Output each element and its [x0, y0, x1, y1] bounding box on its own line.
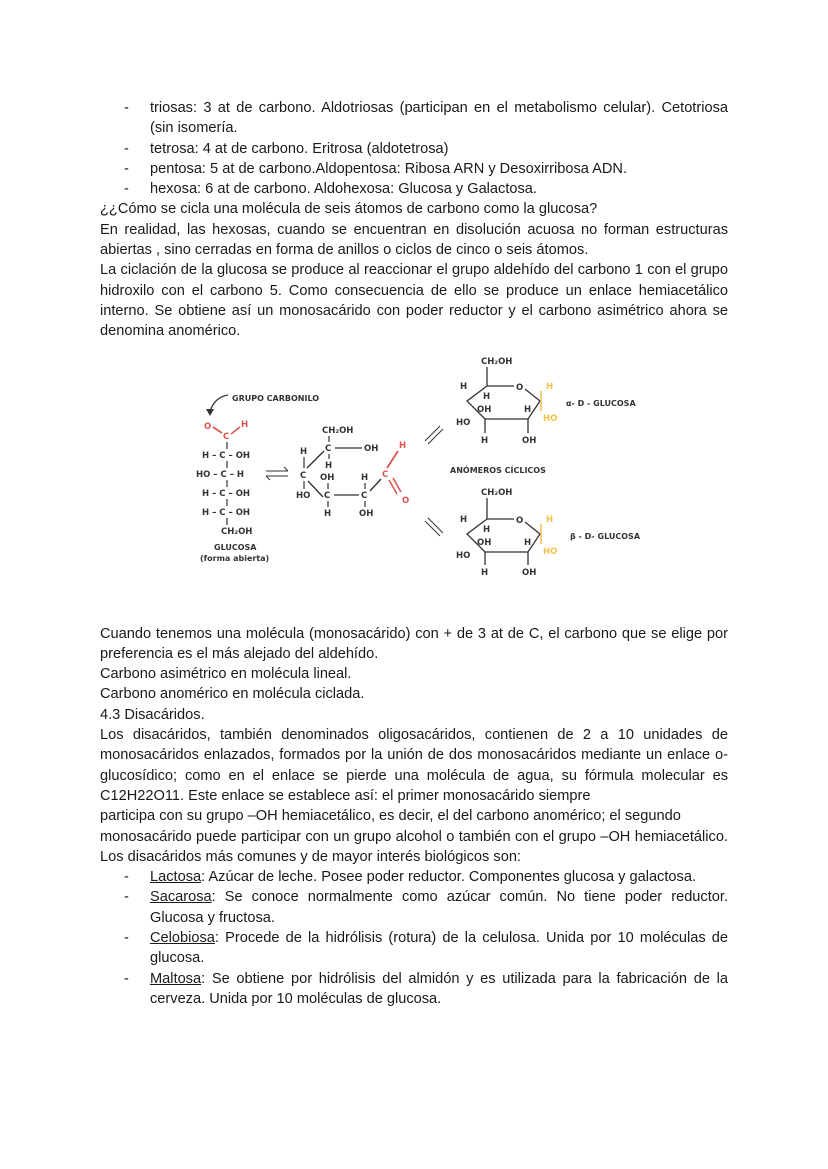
atom-h: H [483, 524, 491, 535]
bullet-dash: - [124, 970, 129, 987]
atom-oh: OH [359, 508, 374, 519]
term: Celobiosa [150, 930, 215, 947]
atom-o: O [402, 495, 410, 506]
beta-glucose-ring [456, 488, 641, 578]
glucosa-label: GLUCOSA [214, 542, 257, 552]
bullet-dash: - [124, 160, 129, 177]
anomeros-label: ANÓMEROS CÍCLICOS [450, 465, 546, 475]
atom-oh: OH [522, 435, 537, 446]
atom-h: H [546, 514, 554, 525]
list-item: - Celobiosa: Procede de la hidrólisis (rotura) de la celulosa. Unida por 10 moléculas de glucosa. [124, 930, 728, 967]
glucose-cyclization-diagram [100, 351, 728, 613]
hexoses-paragraph: En realidad, las hexosas, cuando se encuentran en disolución acuosa no forman estructuras abiertas , sino cerradas en forma de anillos o ciclos de cinco o seis átomos. [100, 221, 728, 259]
atom-ho: HO [543, 546, 558, 557]
arrowhead-icon [206, 409, 214, 416]
row-h-c-oh: H – C – OH [202, 488, 251, 499]
monosaccharide-list [100, 98, 728, 199]
atom-h: H [546, 381, 554, 392]
document-page [100, 98, 728, 1009]
bullet-dash: - [124, 930, 129, 947]
atom-oh: OH [522, 567, 537, 578]
beta-glucose-label: β - D- GLUCOSA [570, 531, 641, 541]
atom-c: C [361, 490, 368, 501]
atom-oh: OH [364, 443, 379, 454]
equilibrium-arrow-icon [266, 467, 288, 480]
term: Lactosa [150, 869, 202, 886]
atom-ho: HO [456, 417, 471, 428]
row-h-c-oh: H – C – OH [202, 507, 251, 518]
list-item: - Lactosa: Azúcar de leche. Posee poder reductor. Componentes glucosa y galactosa. [100, 867, 728, 887]
list-item: - triosas: 3 at de carbono. Aldotriosas (participan en el metabolismo celular). Cetotriosa (sin isomería. [124, 100, 728, 137]
atom-h: H [483, 391, 491, 402]
list-item: - hexosa: 6 at de carbono. Aldohexosa: Glucosa y Galactosa. [100, 179, 728, 199]
atom-c: C [324, 490, 331, 501]
list-item: - Maltosa: Se obtiene por hidrólisis del almidón y es utilizada para la fabricación de la cerveza. Unida por 10 moléculas de glucosa. [124, 970, 728, 1007]
atom-c: C [300, 470, 307, 481]
anomerico-paragraph: Carbono anomérico en molécula ciclada. [100, 686, 365, 703]
atom-o: O [204, 421, 212, 432]
forma-abierta-label: (forma abierta) [200, 553, 270, 563]
atom-h: H [399, 440, 407, 451]
cuando-paragraph: Cuando tenemos una molécula (monosacárido) con + de 3 at de C, el carbono que se elige por preferencia es el más alejado del aldehído. [100, 625, 728, 662]
atom-h: H [300, 446, 308, 457]
alpha-glucose-ring [456, 357, 636, 446]
atom-h: H [524, 537, 532, 548]
atom-oh: OH [477, 537, 492, 548]
section-heading-disacaridos: 4.3 Disacáridos. [100, 706, 205, 723]
diagram-svg [100, 351, 728, 613]
atom-ch2oh: CH₂OH [481, 356, 513, 367]
list-item: - Sacarosa: Se conoce normalmente como azúcar común. No tiene poder reductor. Glucosa y fructosa. [124, 889, 728, 926]
list-item: - tetrosa: 4 at de carbono. Eritrosa (aldotetrosa) [100, 139, 728, 159]
bullet-dash: - [124, 140, 129, 157]
term: Maltosa [150, 970, 202, 987]
atom-h: H [361, 472, 369, 483]
atom-h: H [524, 404, 532, 415]
row-ho-c-h: HO – C – H [196, 469, 245, 480]
atom-h: H [481, 567, 489, 578]
disaccharide-list [100, 867, 728, 1009]
atom-h: H [460, 381, 468, 392]
grupo-carbonilo-label: GRUPO CARBONILO [232, 393, 320, 403]
equilibrium-arrow-icon [425, 426, 443, 536]
bullet-dash: - [124, 181, 129, 198]
atom-c: C [223, 431, 230, 442]
bullet-dash: - [124, 100, 129, 116]
question-paragraph: ¿¿Cómo se cicla una molécula de seis átomos de carbono como la glucosa? [100, 201, 598, 218]
atom-ch2oh: CH₂OH [481, 487, 513, 498]
atom-h: H [460, 514, 468, 525]
atom-oh: OH [320, 472, 335, 483]
bond [387, 451, 398, 468]
atom-ch2oh: CH₂OH [322, 425, 354, 436]
atom-ch2oh: CH₂OH [221, 526, 253, 537]
disacaridos-paragraph-3: monosacárido puede participar con un grupo alcohol o también con el grupo –OH hemiacetálico. Los disacáridos más comunes y de mayor interés biológicos son: [100, 828, 728, 865]
atom-h: H [325, 460, 333, 471]
atom-o: O [516, 515, 524, 526]
atom-ho: HO [296, 490, 311, 501]
bond [370, 479, 381, 491]
atom-o: O [516, 382, 524, 393]
cyclization-paragraph: La ciclación de la glucosa se produce al reaccionar el grupo aldehído del carbono 1 con el grupo hidroxilo con el carbono 5. Como consecuencia de ello se produce un enlace hemiacetálico interno. Se obtiene así un monosacárido con poder reductor y el carbono asimétrico ahora se denomina anomérico. [100, 262, 728, 340]
row-h-c-oh: H – C – OH [202, 450, 251, 461]
alpha-glucose-label: α- D - GLUCOSA [566, 398, 636, 408]
double-bond [213, 427, 222, 433]
bullet-dash: - [124, 869, 129, 886]
bullet-dash: - [124, 889, 129, 906]
atom-c: C [325, 443, 332, 454]
atom-oh: OH [477, 404, 492, 415]
atom-ho: HO [543, 413, 558, 424]
list-item: - pentosa: 5 at de carbono.Aldopentosa: Ribosa ARN y Desoxirribosa ADN. [100, 159, 728, 179]
atom-h: H [481, 435, 489, 446]
atom-c: C [382, 469, 389, 480]
atom-ho: HO [456, 550, 471, 561]
atom-h: H [324, 508, 332, 519]
bond [231, 427, 240, 434]
bond [307, 451, 324, 468]
disacaridos-paragraph-2: participa con su grupo –OH hemiacetálico, es decir, el del carbono anomérico; el segundo [100, 808, 681, 825]
disacaridos-paragraph-1: Los disacáridos, también denominados oligosacáridos, contienen de 2 a 10 unidades de monosacáridos enlazados, formados por la unión de dos monosacáridos mediante un enlace o-glucosídico; como en el enlace se pierde una molécula de agua, su fórmula molecular es C12H22O11. Este enlace se establece así: el primer monosacárido siempre [100, 727, 728, 804]
asimetrico-paragraph: Carbono asimétrico en molécula lineal. [100, 666, 352, 683]
carbonyl-pointer-arrow-icon [210, 395, 228, 411]
term: Sacarosa [150, 889, 212, 906]
intermediate-structure [296, 426, 409, 519]
atom-h: H [241, 419, 249, 430]
